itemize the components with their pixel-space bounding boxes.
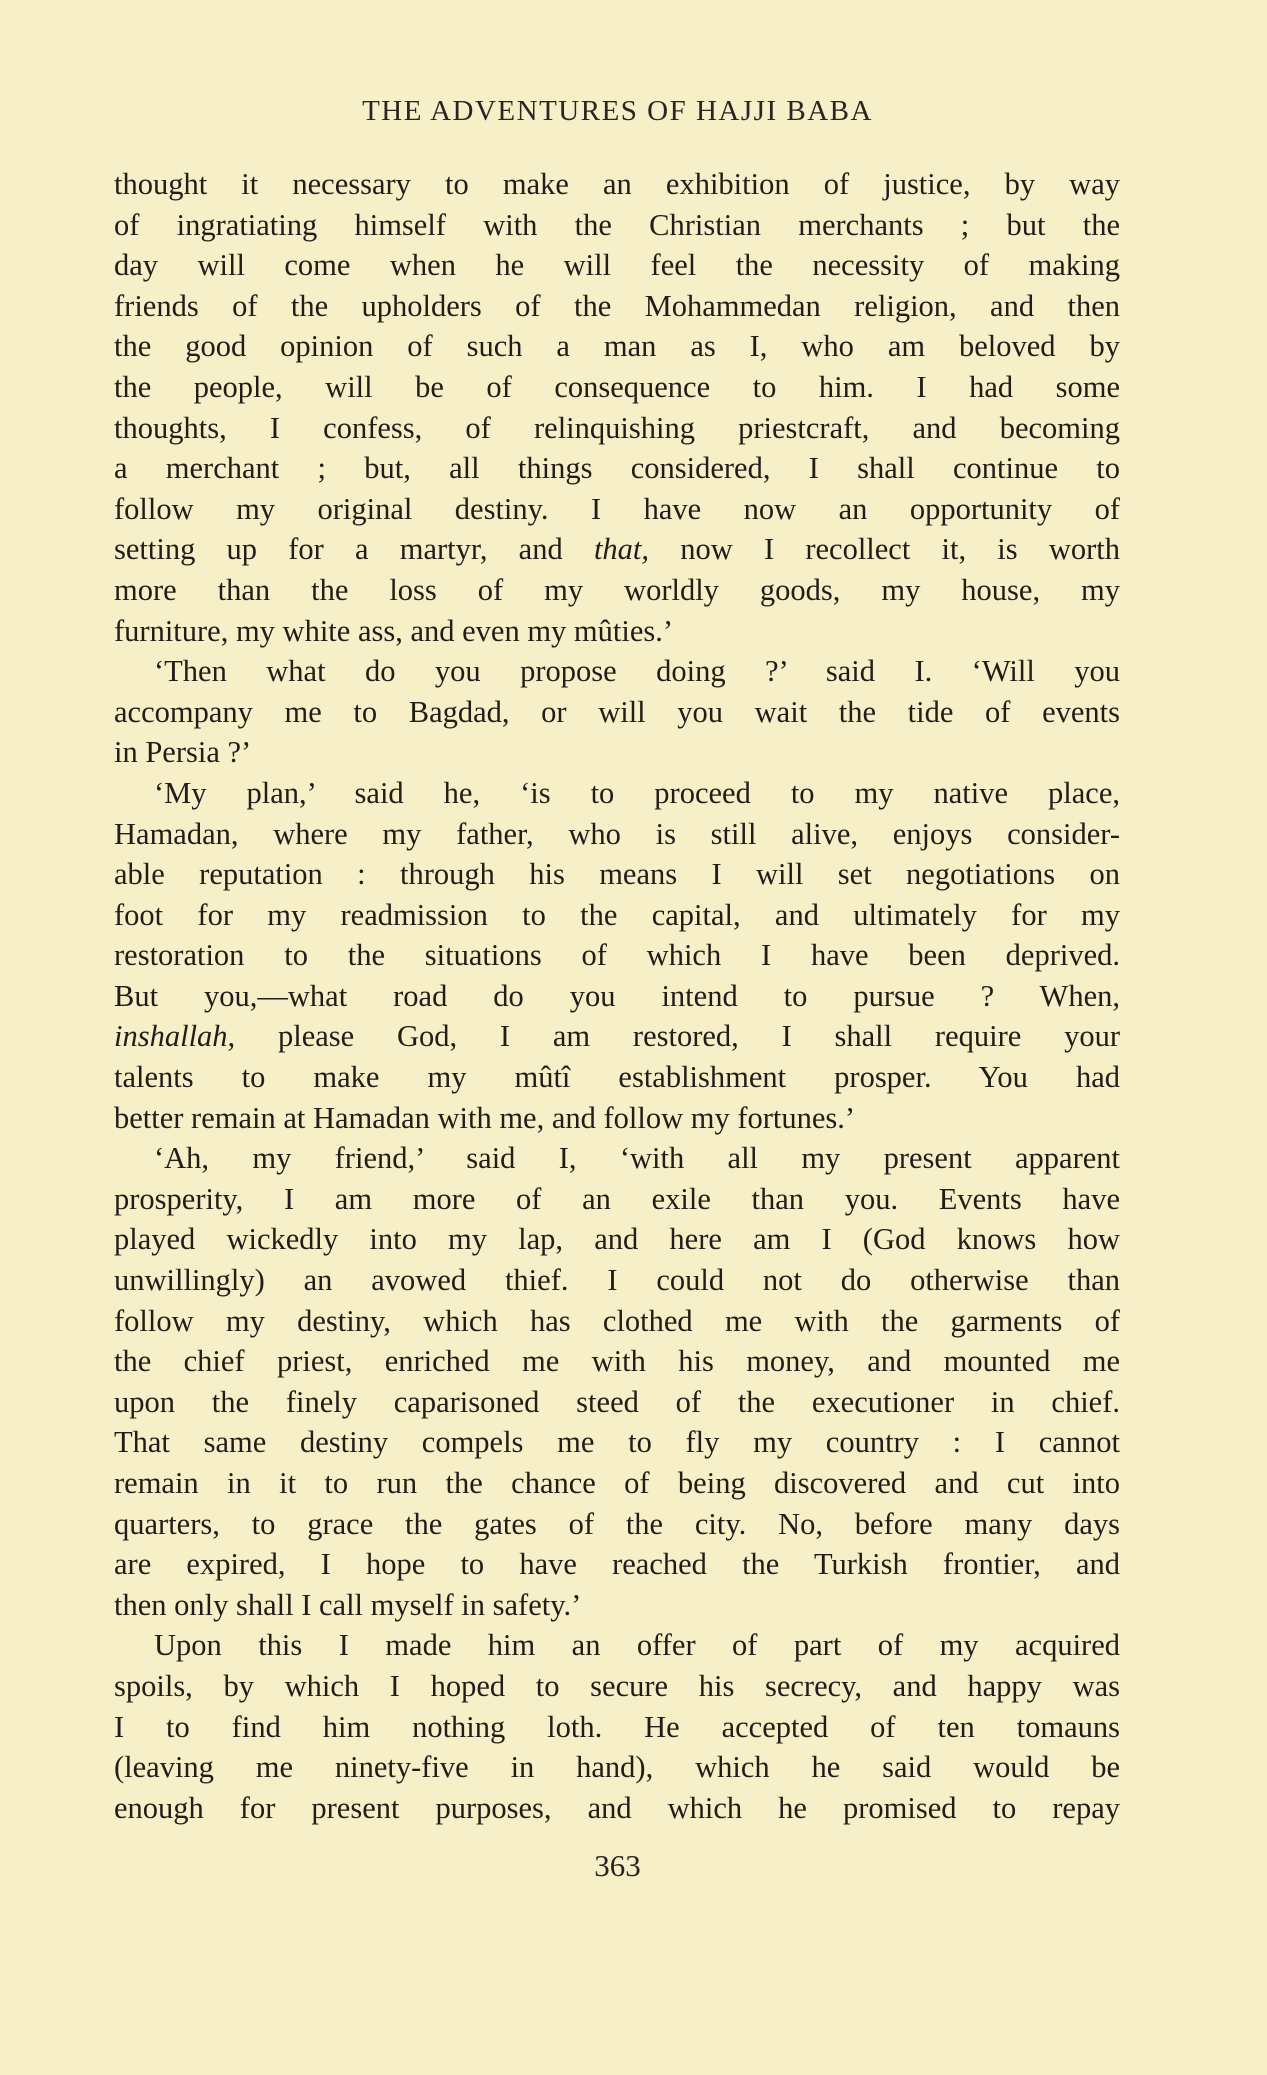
- text-line: ‘Ah, my friend,’ said I, ‘with all my present apparent: [154, 1141, 1120, 1176]
- text-line: prosperity, I am more of an exile than you. Events have: [114, 1181, 1120, 1216]
- text-line: (leaving me ninety-five in hand), which he said would be: [114, 1750, 1120, 1785]
- text-line: enough for present purposes, and which he promised to repay: [114, 1790, 1120, 1825]
- text-line: thoughts, I confess, of relinquishing priestcraft, and becoming: [114, 410, 1120, 445]
- text-line: a merchant ; but, all things considered, I shall continue to: [114, 451, 1120, 486]
- text-line: follow my original destiny. I have now an opportunity of: [114, 491, 1120, 526]
- text-line: friends of the upholders of the Mohammedan religion, and then: [114, 288, 1120, 323]
- text-line: setting up for a martyr, and that, now I recollect it, is worth: [114, 532, 1121, 567]
- italic-word: that,: [593, 532, 650, 567]
- italic-word: inshallah,: [114, 1019, 236, 1054]
- text-line: spoils, by which I hoped to secure his secrecy, and happy was: [114, 1668, 1120, 1703]
- text-line: unwillingly) an avowed thief. I could not do otherwise than: [114, 1263, 1120, 1298]
- text-line: accompany me to Bagdad, or will you wait the tide of events: [114, 694, 1120, 729]
- text-line: then only shall I call myself in safety.’: [114, 1587, 582, 1622]
- text-line: Upon this I made him an offer of part of my acquired: [154, 1628, 1120, 1663]
- text-line: foot for my readmission to the capital, and ultimately for my: [114, 897, 1120, 932]
- text-line: upon the finely caparisoned steed of the executioner in chief.: [114, 1384, 1120, 1419]
- text-line: played wickedly into my lap, and here am I (God knows how: [114, 1222, 1120, 1257]
- text-line: Hamadan, where my father, who is still alive, enjoys consider-: [114, 816, 1120, 851]
- text-line: ‘My plan,’ said he, ‘is to proceed to my native place,: [154, 775, 1120, 810]
- text-line: in Persia ?’: [114, 735, 252, 770]
- running-head: THE ADVENTURES OF HAJJI BABA: [362, 95, 873, 127]
- text-line: That same destiny compels me to fly my country : I cannot: [114, 1425, 1120, 1460]
- text-line: talents to make my mûtî establishment prosper. You had: [114, 1060, 1120, 1095]
- text-line: remain in it to run the chance of being discovered and cut into: [114, 1466, 1120, 1500]
- text-line: the good opinion of such a man as I, who am beloved by: [114, 329, 1120, 364]
- text-line: ‘Then what do you propose doing ?’ said I. ‘Will you: [154, 654, 1120, 689]
- text-line: restoration to the situations of which I have been deprived.: [114, 938, 1120, 973]
- text-line: of ingratiating himself with the Christian merchants ; but the: [114, 207, 1120, 242]
- text-line: the people, will be of consequence to him. I had some: [114, 369, 1120, 404]
- text-line: day will come when he will feel the necessity of making: [114, 248, 1120, 283]
- text-line: furniture, my white ass, and even my mûties.’: [114, 613, 674, 648]
- text-line: follow my destiny, which has clothed me with the garments of: [114, 1303, 1120, 1338]
- text-line: are expired, I hope to have reached the Turkish frontier, and: [114, 1547, 1120, 1582]
- text-line: inshallah, please God, I am restored, I shall require your: [114, 1019, 1120, 1054]
- text-line: able reputation : through his means I will set negotiations on: [114, 857, 1120, 892]
- text-line: But you,—what road do you intend to pursue ? When,: [114, 978, 1120, 1013]
- text-line: thought it necessary to make an exhibition of justice, by way: [114, 167, 1120, 201]
- text-line: quarters, to grace the gates of the city. No, before many days: [114, 1506, 1120, 1541]
- text-line: better remain at Hamadan with me, and follow my fortunes.’: [114, 1100, 856, 1135]
- text-line: the chief priest, enriched me with his money, and mounted me: [114, 1344, 1120, 1379]
- body-text: [114, 164, 1120, 1828]
- text-line: more than the loss of my worldly goods, my house, my: [114, 572, 1120, 607]
- page-number: 363: [594, 1848, 641, 1883]
- text-line: I to find him nothing loth. He accepted of ten tomauns: [114, 1709, 1120, 1744]
